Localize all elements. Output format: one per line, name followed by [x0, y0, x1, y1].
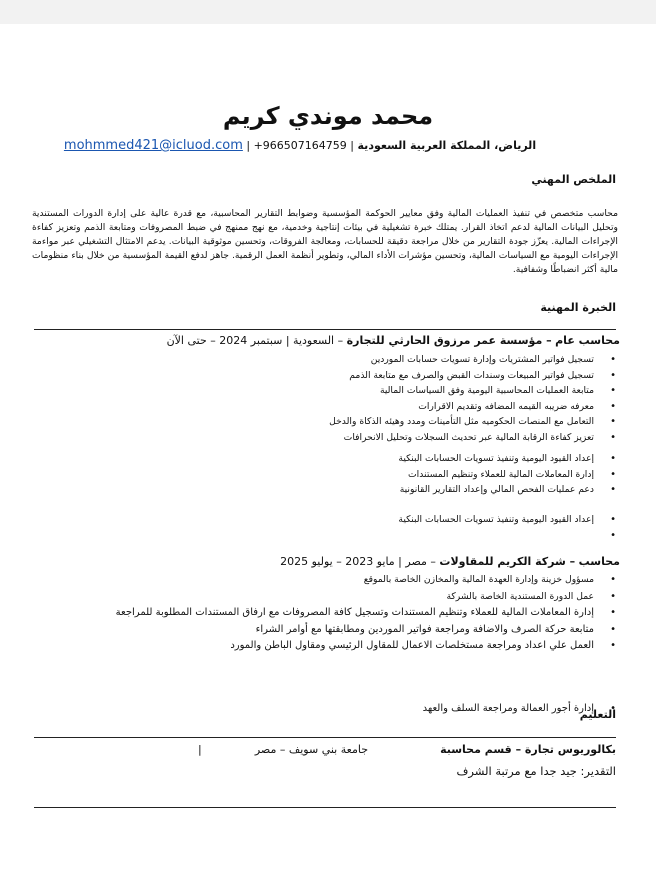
job-duties-list: [116, 572, 616, 655]
experience-heading: الخبرة المهنية: [540, 301, 616, 314]
summary-heading: الملخص المهني: [531, 173, 616, 186]
list-item: • مسؤول خزينة وإدارة العهدة المالية والمخازن الخاصة بالموقع: [116, 572, 616, 589]
list-item: • دعم عمليات الفحص المالي وإعداد التقارير القانونية: [398, 482, 616, 498]
list-item: • إدارة أجور العمالة ومراجعة السلف والعهد: [423, 701, 616, 718]
contact-line: [60, 138, 540, 153]
job-header: محاسب عام – مؤسسة عمر مرزوق الحارثي للتجارة – السعودية | سبتمبر 2024 – حتى الآن: [166, 334, 620, 347]
job-duties-list: [329, 352, 616, 445]
job-duties-list: [398, 451, 616, 498]
list-item: • التعامل مع المنصات الحكوميه مثل التأمينات ومدد وهيئه الذكاة والدخل: [329, 414, 616, 430]
contact-separator: |: [246, 139, 251, 152]
list-item: [398, 528, 616, 544]
list-item: • إدارة المعاملات المالية للعملاء وتنظيم المستندات: [398, 467, 616, 483]
list-item: • إدارة المعاملات المالية للعملاء وتنظيم المستندات وتسجيل كافة المصروفات مع ارفاق المستندات المطلوبة للمراجعة: [116, 605, 616, 622]
list-item: • عمل الدورة المستندية الخاصة بالشركة: [116, 589, 616, 606]
summary-text: محاسب متخصص في تنفيذ العمليات المالية وفق معايير الحوكمة المؤسسية وضوابط التقارير المحاسبية، مع قدرة عالية على إدارة الدورات المستندية وتحليل البيانات المالية لدعم اتخاذ القرار. يمتلك خبرة تشغيلية في بيئات إنتاجية وخدمية، مع نهج ممنهج في ضبط المصروفات ومتابعة الذمم وتعزيز كفاءة الإجراءات المالية. يعزّز جودة التقارير من خلال مراجعة دقيقة للحسابات، ومعالجة الفروقات، وتحسين موثوقية البيانات. يدعم الامتثال التشغيلي عبر مواءمة الإجراءات اليومية مع السياسات المالية، وتحسين مؤشرات الأداء المالي، وتطوير أنظمة العمل الرقمية. جاهز لدفع القيمة المؤسسية من خلال بناء منظومات مالية أكثر انضباطًا وشفافية.: [32, 208, 618, 275]
email-link[interactable]: mohmmed421@icluod.com: [63, 138, 243, 153]
job-role: محاسب: [578, 555, 620, 568]
job-header: محاسب – شركة الكريم للمقاولات – مصر | مايو 2023 – يوليو 2025: [280, 555, 620, 568]
degree: بكالوريوس تجارة – قسم محاسبة: [440, 743, 616, 756]
list-item: • العمل علي اعداد ومراجعة مستخلصات الاعمال للمقاول الرئيسي ومقاول الباطن والمورد: [116, 638, 616, 655]
resume-page: [0, 24, 656, 896]
section-divider: [34, 329, 616, 330]
list-item: • معرفه ضريبه القيمه المضافه وتقديم الاقرارات: [329, 399, 616, 415]
contact-separator: |: [350, 139, 355, 152]
section-divider: [34, 807, 616, 808]
job-role: محاسب عام: [555, 334, 620, 347]
education-separator: |: [198, 743, 202, 756]
list-item: • إعداد القيود اليومية وتنفيذ تسويات الحسابات البنكية: [398, 512, 616, 528]
grade: التقدير: جيد جدا مع مرتبة الشرف: [456, 764, 616, 778]
list-item: • متابعة حركة الصرف والاضافة ومراجعة فواتير الموردين ومطابقتها مع أوامر الشراء: [116, 622, 616, 639]
list-item: • إعداد القيود اليومية وتنفيذ تسويات الحسابات البنكية: [398, 451, 616, 467]
job-company: مؤسسة عمر مرزوق الحارثي للتجارة: [346, 334, 543, 347]
section-divider: [34, 737, 616, 738]
phone-number: +966507164759: [253, 139, 347, 152]
list-item: • تسجيل فواتير المشتريات وإدارة تسويات حسابات الموردين: [329, 352, 616, 368]
candidate-name: محمد موندي كريم: [222, 102, 434, 130]
job-details: مصر | مايو 2023 – يوليو 2025: [280, 555, 427, 568]
list-item: • تعزيز كفاءة الرقابة المالية عبر تحديث السجلات وتحليل الانحرافات: [329, 430, 616, 446]
list-item: • تسجيل فواتير المبيعات وسندات القبض والصرف مع متابعة الذمم: [329, 368, 616, 384]
job-details: السعودية | سبتمبر 2024 – حتى الآن: [166, 334, 335, 347]
job-company: شركة الكريم للمقاولات: [439, 555, 566, 568]
location: الرياض، المملكة العربية السعودية: [357, 139, 537, 152]
university: جامعة بني سويف – مصر: [254, 743, 368, 756]
education-heading: التعليم: [579, 708, 616, 721]
job-duties-list: [398, 512, 616, 543]
list-item: • متابعة العمليات المحاسبية اليومية وفق السياسات المالية: [329, 383, 616, 399]
